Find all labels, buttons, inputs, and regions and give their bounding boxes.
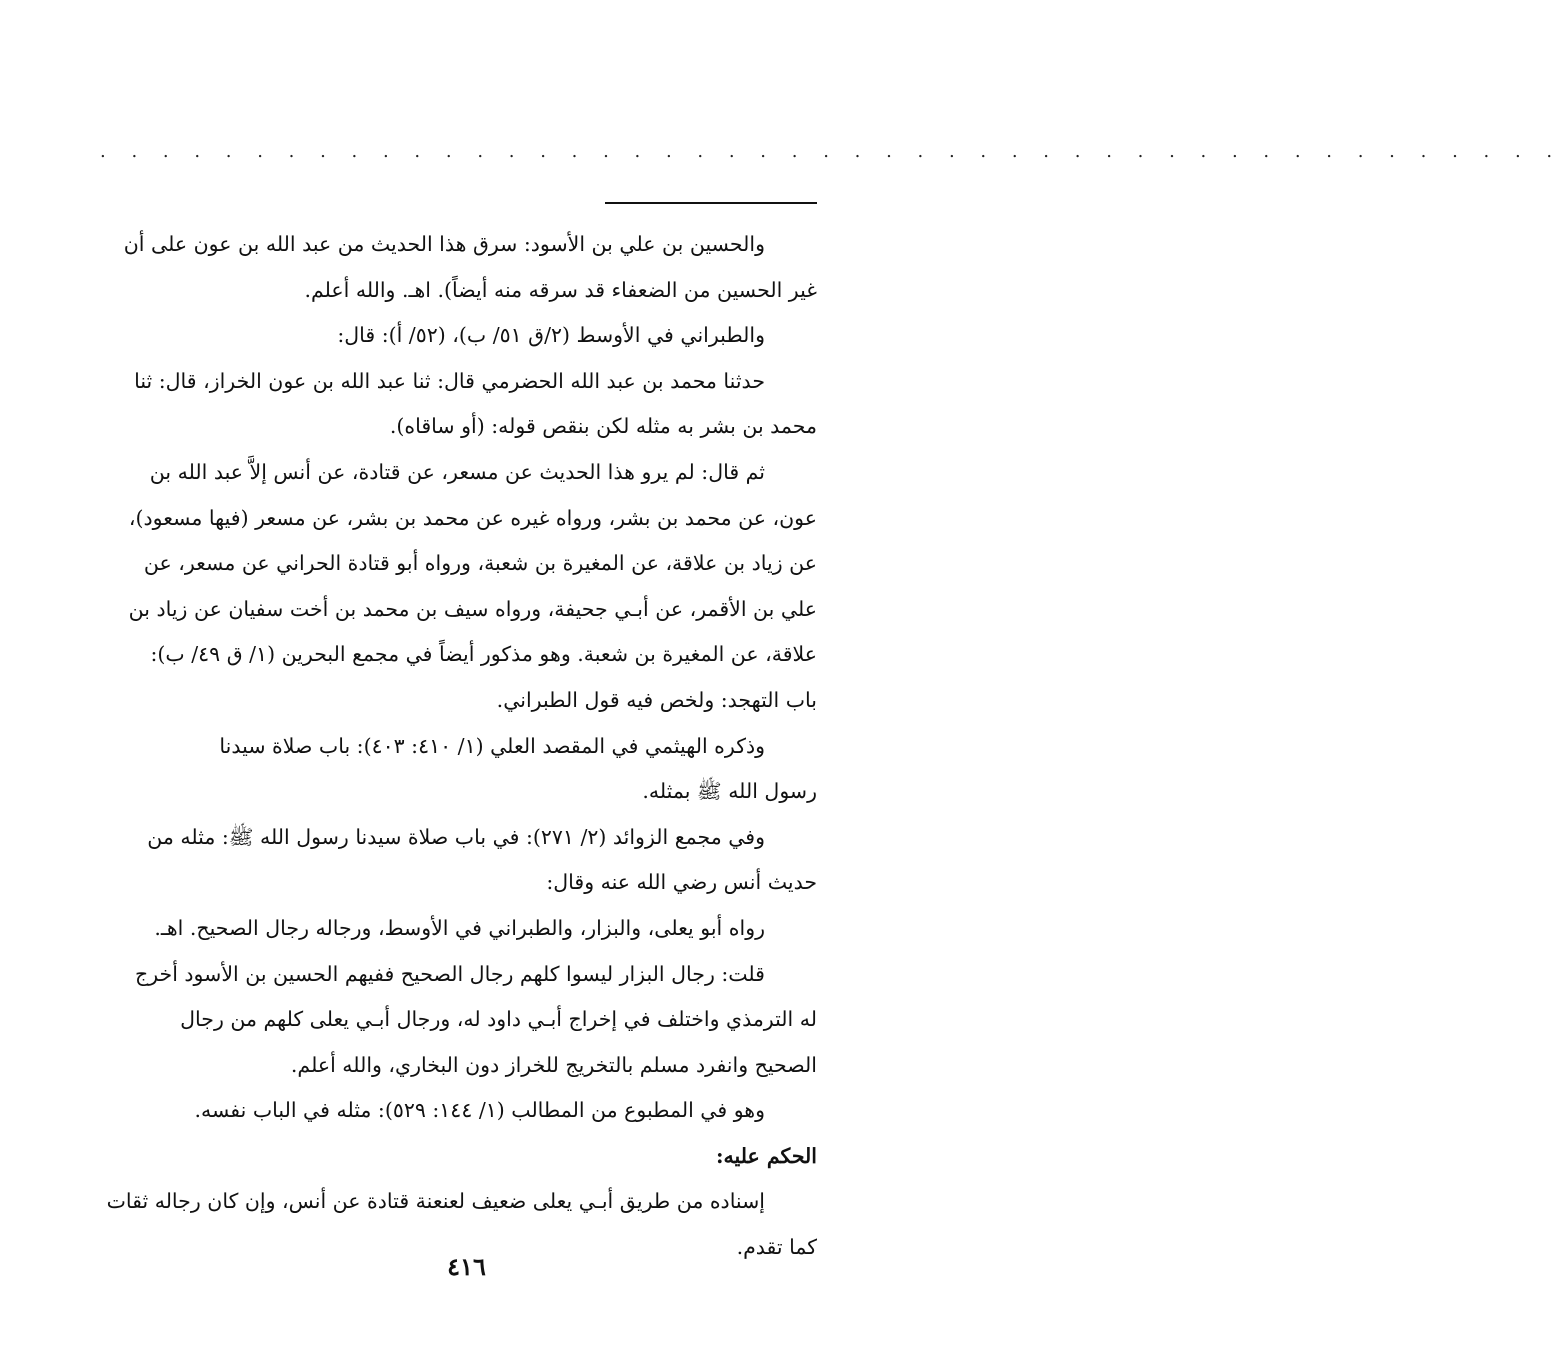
text-line: باب التهجد: ولخص فيه قول الطبراني.: [496, 687, 817, 712]
text-line: وهو في المطبوع من المطالب (١/ ١٤٤: ٥٢٩): مثله في الباب نفسه.: [194, 1098, 765, 1123]
text-line: الصحيح وانفرد مسلم بالتخريج للخراز دون البخاري، والله أعلم.: [290, 1052, 817, 1077]
text-line: له الترمذي واختلف في إخراج أبـي داود له، ورجال أبـي يعلى كلهم من رجال: [180, 1007, 817, 1032]
text-line: حدثنا محمد بن عبد الله الحضرمي قال: ثنا عبد الله بن عون الخراز، قال: ثنا: [134, 368, 765, 393]
text-line: غير الحسين من الضعفاء قد سرقه منه أيضاً). اهـ. والله أعلم.: [304, 277, 817, 302]
text-line: والطبراني في الأوسط (٢/ق ٥١/ ب)، (٥٢/ أ): قال:: [337, 323, 765, 348]
dotted-separator: . . . . . . . . . . . . . . . . . . . . . . . . . . . . . . . . . . . . . . . . . . . . . . .: [100, 141, 1562, 162]
text-line: رواه أبو يعلى، والبزار، والطبراني في الأوسط، ورجاله رجال الصحيح. اهـ.: [154, 915, 765, 940]
section-heading: الحكم عليه:: [715, 1143, 817, 1168]
footnote-rule: [605, 202, 817, 204]
page-number: ٤١٦: [447, 1252, 486, 1281]
text-line: ثم قال: لم يرو هذا الحديث عن مسعر، عن قتادة، عن أنس إلاَّ عبد الله بن: [149, 459, 765, 484]
body-text: [88, 222, 817, 1271]
text-line: علي بن الأقمر، عن أبـي جحيفة، ورواه سيف بن محمد بن أخت سفيان عن زياد بن: [128, 596, 817, 621]
text-line: وفي مجمع الزوائد (٢/ ٢٧١): في باب صلاة سيدنا رسول الله ﷺ: مثله من: [147, 824, 765, 849]
text-line: علاقة، عن المغيرة بن شعبة. وهو مذكور أيضاً في مجمع البحرين (١/ ق ٤٩/ ب):: [150, 642, 817, 667]
text-line: والحسين بن علي بن الأسود: سرق هذا الحديث من عبد الله بن عون على أن: [123, 232, 765, 256]
text-line: وذكره الهيثمي في المقصد العلي (١/ ٤١٠: ٤٠٣): باب صلاة سيدنا: [219, 733, 765, 758]
text-line: عن زياد بن علاقة، عن المغيرة بن شعبة، ورواه أبو قتادة الحراني عن مسعر، عن: [143, 551, 817, 576]
text-line: حديث أنس رضي الله عنه وقال:: [546, 870, 817, 895]
text-line: رسول الله ﷺ بمثله.: [642, 779, 817, 804]
text-line: محمد بن بشر به مثله لكن بنقص قوله: (أو ساقاه).: [389, 414, 817, 439]
text-line: كما تقدم.: [736, 1235, 817, 1260]
text-line: قلت: رجال البزار ليسوا كلهم رجال الصحيح ففيهم الحسين بن الأسود أخرج: [135, 961, 765, 986]
text-line: عون، عن محمد بن بشر، ورواه غيره عن محمد بن بشر، عن مسعر (فيها مسعود)،: [128, 505, 817, 530]
text-line: إسناده من طريق أبـي يعلى ضعيف لعنعنة قتادة عن أنس، وإن كان رجاله ثقات: [106, 1189, 765, 1214]
